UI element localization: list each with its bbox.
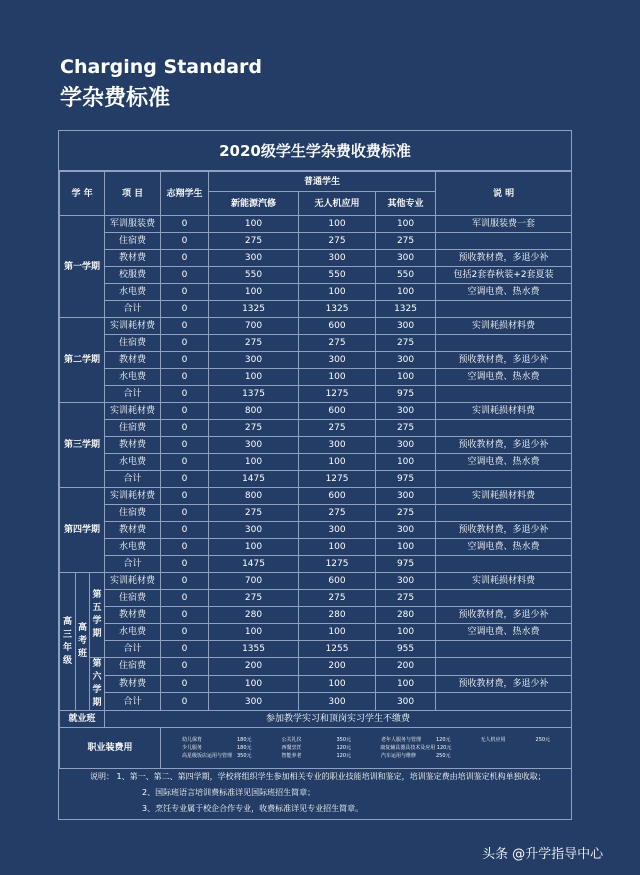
- cell-note: 空调电费、热水费: [436, 454, 572, 471]
- cell-nev: 300: [209, 522, 299, 539]
- table-row: [60, 607, 572, 624]
- cell-item: 合计: [105, 386, 161, 403]
- table-row: [60, 301, 572, 318]
- cell-item: 水电费: [105, 284, 161, 301]
- cell-item: 住宿费: [105, 420, 161, 437]
- cell-zhishuo: 0: [161, 693, 209, 711]
- table-row: [60, 420, 572, 437]
- cell-drone: 275: [299, 335, 376, 352]
- cell-item: 住宿费: [105, 590, 161, 607]
- table-title: 2020级学生学杂费收费标准: [59, 131, 571, 171]
- cell-zhishuo: 0: [161, 471, 209, 488]
- cell-zhishuo: 0: [161, 403, 209, 420]
- cell-note: [436, 505, 572, 522]
- cell-drone: 1275: [299, 556, 376, 573]
- semester-label-text: 第六学期: [92, 659, 102, 708]
- col-desc: 说 明: [436, 172, 572, 216]
- cell-nev: 100: [209, 624, 299, 641]
- cell-note: 实训耗损材料费: [436, 318, 572, 335]
- cell-note: [436, 420, 572, 437]
- col-year: 学 年: [60, 172, 105, 216]
- cell-other: 100: [376, 369, 436, 386]
- cell-nev: 1355: [209, 641, 299, 658]
- cell-item: 教材费: [105, 522, 161, 539]
- cell-nev: 100: [209, 454, 299, 471]
- cell-nev: 1325: [209, 301, 299, 318]
- cell-zhishuo: 0: [161, 556, 209, 573]
- cell-zhishuo: 0: [161, 522, 209, 539]
- cell-nev: 275: [209, 335, 299, 352]
- table-row: [60, 318, 572, 335]
- cell-nev: 1475: [209, 471, 299, 488]
- cell-nev: 275: [209, 590, 299, 607]
- cell-note: [436, 386, 572, 403]
- cell-drone: 100: [299, 454, 376, 471]
- header-chinese: 学杂费标准: [60, 86, 171, 111]
- watermark: 头条 @升学指导中心: [482, 847, 604, 862]
- cell-other: 300: [376, 573, 436, 590]
- col-other: 其他专业: [376, 192, 436, 216]
- cell-note: 军训服装费一套: [436, 216, 572, 233]
- cell-other: 300: [376, 352, 436, 369]
- uniform-grid: [161, 734, 571, 762]
- cell-zhishuo: 0: [161, 539, 209, 556]
- uniform-item: 少儿服务 180元: [181, 745, 252, 751]
- cell-note: 实训耗损材料费: [436, 573, 572, 590]
- cell-zhishuo: 0: [161, 488, 209, 505]
- cell-zhishuo: 0: [161, 658, 209, 676]
- cell-nev: 300: [209, 250, 299, 267]
- cell-note: 预收教材费，多退少补: [436, 675, 572, 693]
- cell-other: 100: [376, 624, 436, 641]
- cell-nev: 800: [209, 488, 299, 505]
- cell-item: 教材费: [105, 675, 161, 693]
- semester-label: 第一学期: [60, 216, 105, 318]
- col-item: 项 目: [105, 172, 161, 216]
- cell-note: 空调电费、热水费: [436, 369, 572, 386]
- cell-drone: 275: [299, 505, 376, 522]
- employment-text: 参加教学实习和顶岗实习学生不缴费: [105, 711, 572, 728]
- cell-item: 合计: [105, 693, 161, 711]
- uniform-fee-row: [59, 686, 571, 710]
- cell-zhishuo: 0: [161, 233, 209, 250]
- cell-note: [436, 233, 572, 250]
- cell-item: 校服费: [105, 267, 161, 284]
- cell-item: 实训耗材费: [105, 573, 161, 590]
- table-row: [60, 556, 572, 573]
- uniform-row: [60, 728, 572, 769]
- cell-item: 教材费: [105, 607, 161, 624]
- uniform-item: 智能养老 120元: [281, 753, 352, 759]
- uniform-item: 幼儿保育 180元: [181, 737, 252, 743]
- cell-other: 275: [376, 420, 436, 437]
- cell-nev: 200: [209, 658, 299, 676]
- table-row: [60, 522, 572, 539]
- table-row: [60, 352, 572, 369]
- cell-item: 军训服装费: [105, 216, 161, 233]
- cell-zhishuo: 0: [161, 301, 209, 318]
- cell-drone: 1275: [299, 386, 376, 403]
- cell-item: 住宿费: [105, 335, 161, 352]
- cell-other: 100: [376, 675, 436, 693]
- cell-note: 预收教材费，多退少补: [436, 250, 572, 267]
- grade3-sub-text: 高考班: [77, 623, 87, 659]
- cell-drone: 300: [299, 437, 376, 454]
- cell-zhishuo: 0: [161, 675, 209, 693]
- cell-zhishuo: 0: [161, 267, 209, 284]
- cell-note: [436, 590, 572, 607]
- cell-other: 955: [376, 641, 436, 658]
- col-zhishuo: 志翔学生: [161, 172, 209, 216]
- cell-other: 975: [376, 386, 436, 403]
- cell-zhishuo: 0: [161, 505, 209, 522]
- cell-nev: 300: [209, 693, 299, 711]
- table-row: [60, 658, 572, 676]
- cell-item: 合计: [105, 556, 161, 573]
- cell-zhishuo: 0: [161, 573, 209, 590]
- cell-item: 实训耗材费: [105, 403, 161, 420]
- cell-drone: 1275: [299, 471, 376, 488]
- cell-note: [436, 658, 572, 676]
- cell-item: 合计: [105, 301, 161, 318]
- cell-nev: 800: [209, 403, 299, 420]
- cell-item: 住宿费: [105, 233, 161, 250]
- uniform-item: 老年人服务与管理 120元: [381, 737, 451, 743]
- cell-drone: 300: [299, 693, 376, 711]
- cell-zhishuo: 0: [161, 454, 209, 471]
- cell-other: 300: [376, 437, 436, 454]
- table-row: [60, 573, 572, 590]
- cell-zhishuo: 0: [161, 284, 209, 301]
- cell-zhishuo: 0: [161, 624, 209, 641]
- cell-note: 实训耗损材料费: [436, 403, 572, 420]
- table-row: [60, 624, 572, 641]
- table-row: [60, 590, 572, 607]
- cell-drone: 100: [299, 216, 376, 233]
- cell-other: 275: [376, 505, 436, 522]
- cell-drone: 550: [299, 267, 376, 284]
- cell-other: 275: [376, 233, 436, 250]
- uniform-item: [466, 744, 566, 752]
- cell-note: 空调电费、热水费: [436, 284, 572, 301]
- table-row: [60, 233, 572, 250]
- header-english: Charging Standard: [60, 56, 263, 78]
- cell-item: 水电费: [105, 539, 161, 556]
- cell-item: 住宿费: [105, 505, 161, 522]
- cell-other: 975: [376, 471, 436, 488]
- cell-note: 空调电费、热水费: [436, 624, 572, 641]
- cell-nev: 700: [209, 318, 299, 335]
- cell-zhishuo: 0: [161, 250, 209, 267]
- cell-note: 预收教材费，多退少补: [436, 522, 572, 539]
- cell-drone: 275: [299, 233, 376, 250]
- cell-drone: 600: [299, 573, 376, 590]
- cell-item: 实训耗材费: [105, 318, 161, 335]
- cell-nev: 100: [209, 539, 299, 556]
- cell-note: 实训耗损材料费: [436, 488, 572, 505]
- cell-drone: 100: [299, 369, 376, 386]
- table-row: [60, 454, 572, 471]
- cell-drone: 100: [299, 675, 376, 693]
- cell-item: 实训耗材费: [105, 488, 161, 505]
- cell-drone: 100: [299, 539, 376, 556]
- cell-note: [436, 641, 572, 658]
- cell-note: 预收教材费，多退少补: [436, 607, 572, 624]
- cell-drone: 300: [299, 352, 376, 369]
- table-row: [60, 403, 572, 420]
- cell-drone: 600: [299, 488, 376, 505]
- table-row: [60, 539, 572, 556]
- cell-drone: 300: [299, 522, 376, 539]
- cell-item: 水电费: [105, 369, 161, 386]
- cell-other: 300: [376, 488, 436, 505]
- cell-nev: 100: [209, 675, 299, 693]
- col-drone: 无人机应用: [299, 192, 376, 216]
- cell-other: 300: [376, 250, 436, 267]
- cell-other: 100: [376, 216, 436, 233]
- cell-item: 合计: [105, 471, 161, 488]
- cell-nev: 1375: [209, 386, 299, 403]
- cell-other: 550: [376, 267, 436, 284]
- cell-other: 300: [376, 693, 436, 711]
- col-putong: 普通学生: [209, 172, 436, 192]
- cell-drone: 100: [299, 624, 376, 641]
- cell-other: 275: [376, 590, 436, 607]
- cell-zhishuo: 0: [161, 352, 209, 369]
- note-1: 说明： 1、第一、第二、第四学期，学校将组织学生参加相关专业的职业技能培训和鉴定，培训鉴定费由培训鉴定机构单独收取；: [90, 772, 546, 781]
- cell-drone: 275: [299, 420, 376, 437]
- uniform-item: 汽车运用与维修 250元: [381, 753, 451, 759]
- cell-other: 280: [376, 607, 436, 624]
- cell-nev: 100: [209, 284, 299, 301]
- uniform-item: [466, 752, 566, 760]
- semester-label: 第二学期: [60, 318, 105, 403]
- cell-other: 300: [376, 318, 436, 335]
- cell-zhishuo: 0: [161, 420, 209, 437]
- table-row: [60, 216, 572, 233]
- cell-note: 空调电费、热水费: [436, 539, 572, 556]
- table-row: [60, 335, 572, 352]
- note-2: 2、国际班语言培训费标准详见国际班招生简章；: [142, 788, 316, 797]
- cell-note: [436, 471, 572, 488]
- cell-zhishuo: 0: [161, 386, 209, 403]
- cell-zhishuo: 0: [161, 335, 209, 352]
- cell-note: 预收教材费，多退少补: [436, 352, 572, 369]
- cell-other: 100: [376, 454, 436, 471]
- table-row: [60, 505, 572, 522]
- cell-item: 教材费: [105, 352, 161, 369]
- note-3: 3、烹饪专业属于校企合作专业，收费标准详见专业招生简章。: [142, 804, 364, 813]
- uniform-item: 公关礼仪 350元: [281, 737, 352, 743]
- cell-note: 包括2套春秋装+2套夏装: [436, 267, 572, 284]
- cell-other: 200: [376, 658, 436, 676]
- cell-note: [436, 301, 572, 318]
- cell-zhishuo: 0: [161, 437, 209, 454]
- cell-nev: 300: [209, 437, 299, 454]
- cell-nev: 275: [209, 233, 299, 250]
- cell-other: 300: [376, 403, 436, 420]
- cell-other: 975: [376, 556, 436, 573]
- cell-drone: 1325: [299, 301, 376, 318]
- cell-nev: 300: [209, 352, 299, 369]
- table-row: [60, 386, 572, 403]
- cell-zhishuo: 0: [161, 607, 209, 624]
- table-row: [60, 250, 572, 267]
- cell-drone: 275: [299, 590, 376, 607]
- uniform-items: [161, 728, 572, 769]
- cell-item: 教材费: [105, 250, 161, 267]
- cell-drone: 300: [299, 250, 376, 267]
- cell-drone: 600: [299, 403, 376, 420]
- semester-label-text: 第五学期: [92, 590, 102, 639]
- table-row: [60, 488, 572, 505]
- uniform-item: 西餐烹饪 120元: [281, 745, 352, 751]
- fee-table: [59, 171, 572, 769]
- cell-zhishuo: 0: [161, 590, 209, 607]
- cell-drone: 100: [299, 284, 376, 301]
- cell-nev: 100: [209, 369, 299, 386]
- cell-nev: 275: [209, 420, 299, 437]
- employment-label: 就业班: [60, 711, 105, 728]
- fee-frame: [58, 130, 572, 820]
- cell-item: 水电费: [105, 454, 161, 471]
- uniform-label: 职业装费用: [60, 728, 161, 769]
- semester-label: [90, 573, 105, 658]
- cell-item: 合计: [105, 641, 161, 658]
- cell-other: 100: [376, 539, 436, 556]
- table-row: [60, 471, 572, 488]
- cell-zhishuo: 0: [161, 216, 209, 233]
- cell-note: [436, 335, 572, 352]
- cell-drone: 600: [299, 318, 376, 335]
- cell-other: 1325: [376, 301, 436, 318]
- cell-nev: 280: [209, 607, 299, 624]
- cell-other: 100: [376, 284, 436, 301]
- table-row: [60, 267, 572, 284]
- cell-note: 预收教材费，多退少补: [436, 437, 572, 454]
- cell-item: 水电费: [105, 624, 161, 641]
- table-row: [60, 284, 572, 301]
- grade3-label-text: 高三年级: [62, 616, 72, 666]
- cell-nev: 700: [209, 573, 299, 590]
- semester-label: 第三学期: [60, 403, 105, 488]
- employment-row: [60, 711, 572, 728]
- semester-label: 第四学期: [60, 488, 105, 573]
- cell-drone: 200: [299, 658, 376, 676]
- cell-zhishuo: 0: [161, 641, 209, 658]
- cell-drone: 280: [299, 607, 376, 624]
- uniform-item: 无人机应用 250元: [480, 737, 551, 743]
- table-row: [60, 641, 572, 658]
- col-nev: 新能源汽修: [209, 192, 299, 216]
- cell-nev: 275: [209, 505, 299, 522]
- cell-item: 教材费: [105, 437, 161, 454]
- table-row: [60, 437, 572, 454]
- cell-drone: 1255: [299, 641, 376, 658]
- cell-nev: 1475: [209, 556, 299, 573]
- cell-note: [436, 556, 572, 573]
- cell-other: 275: [376, 335, 436, 352]
- uniform-item: 康复辅具器具技术及应用 120元: [380, 745, 452, 751]
- table-row: [60, 369, 572, 386]
- cell-nev: 550: [209, 267, 299, 284]
- cell-other: 300: [376, 522, 436, 539]
- uniform-item: 高星级饭店运用与管理 350元: [181, 753, 252, 759]
- cell-nev: 100: [209, 216, 299, 233]
- cell-item: 住宿费: [105, 658, 161, 676]
- cell-zhishuo: 0: [161, 318, 209, 335]
- cell-zhishuo: 0: [161, 369, 209, 386]
